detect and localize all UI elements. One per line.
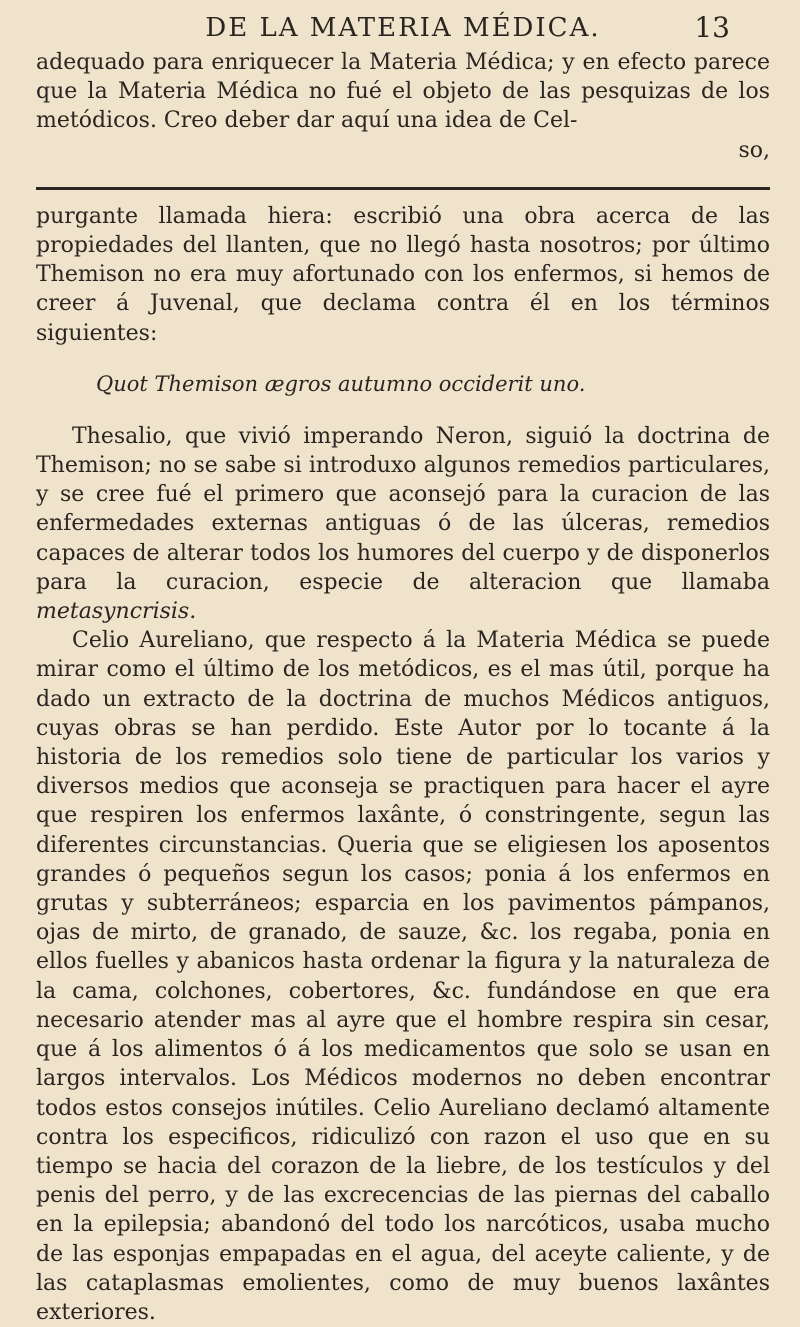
- running-title: DE LA MATERIA MÉDICA.: [205, 13, 601, 43]
- section-rule: [36, 187, 770, 190]
- running-head: [36, 8, 770, 48]
- catchword: so,: [738, 137, 770, 163]
- paragraph-4: Celio Aureliano, que respecto á la Materia Médica se puede mirar como el último de los metódicos, es el mas útil, porque ha dado un extracto de la doctrina de muchos Médicos antiguos, cuyas obras se han perdido. Este Autor por lo tocante á la historia de los remedios solo tiene de particular los varios y diversos medios que aconseja se practiquen para hacer el ayre que respiren los enfermos laxânte, ó constringente, segun las diferentes circunstancias. Queria que se eligiesen los aposentos grandes ó pequeños segun los casos; ponia á los enfermos en grutas y subterráneos; esparcia en los pavimentos pámpanos, ojas de mirto, de granado, de sauze, &c. los regaba, ponia en ellos fuelles y abanicos hasta ordenar la figura y la naturaleza de la cama, colchones, cobertores, &c. fundándose en que era necesario atender mas al ayre que el hombre respira sin cesar, que á los alimentos ó á los medicamentos que solo se usan en largos intervalos. Los Médicos modernos no deben encontrar todos estos consejos inútiles. Celio Aureliano declamó altamente contra los especificos, ridiculizó con razon el uso que en su tiempo se hacia del corazon de la liebre, de los testículos y del penis del perro, y de las excrecencias de las piernas del caballo en la epilepsia; abandonó del todo los narcóticos, usaba mucho de las esponjas empapadas en el agua, del aceyte caliente, y de las cataplasmas emolientes, como de muy buenos laxântes exteriores.: [36, 628, 770, 1325]
- paragraph-2: purgante llamada hiera: escribió una obra acerca de las propiedades del llanten, que no llegó hasta nosotros; por último Themison no era muy afortunado con los enfermos, si hemos de creer á Juvenal, que declama contra él en los términos siguientes:: [36, 203, 770, 346]
- latin-quote: Quot Themison ægros autumno occiderit uno.: [96, 371, 586, 396]
- page-number: 13: [694, 11, 730, 44]
- page-text: [36, 48, 770, 1327]
- term-metasyncrisis: metasyncrisis.: [36, 599, 197, 625]
- paragraph-3-text: Thesalio, que vivió imperando Neron, siguió la doctrina de Themison; no se sabe si introduxo algunos remedios particulares, y se cree fué el primero que aconsejó para la curacion de las enfermedades externas antiguas ó de las úlceras, remedios capaces de alterar todos los humores del cuerpo y de disponerlos para la curacion, especie de alteracion que llamaba: [36, 423, 770, 595]
- paragraph-1: adequado para enriquecer la Materia Médica; y en efecto parece que la Materia Médica no fué el objeto de las pesquizas de los metódicos. Creo deber dar aquí una idea de Cel-: [36, 50, 770, 134]
- paragraph-3: [36, 422, 770, 626]
